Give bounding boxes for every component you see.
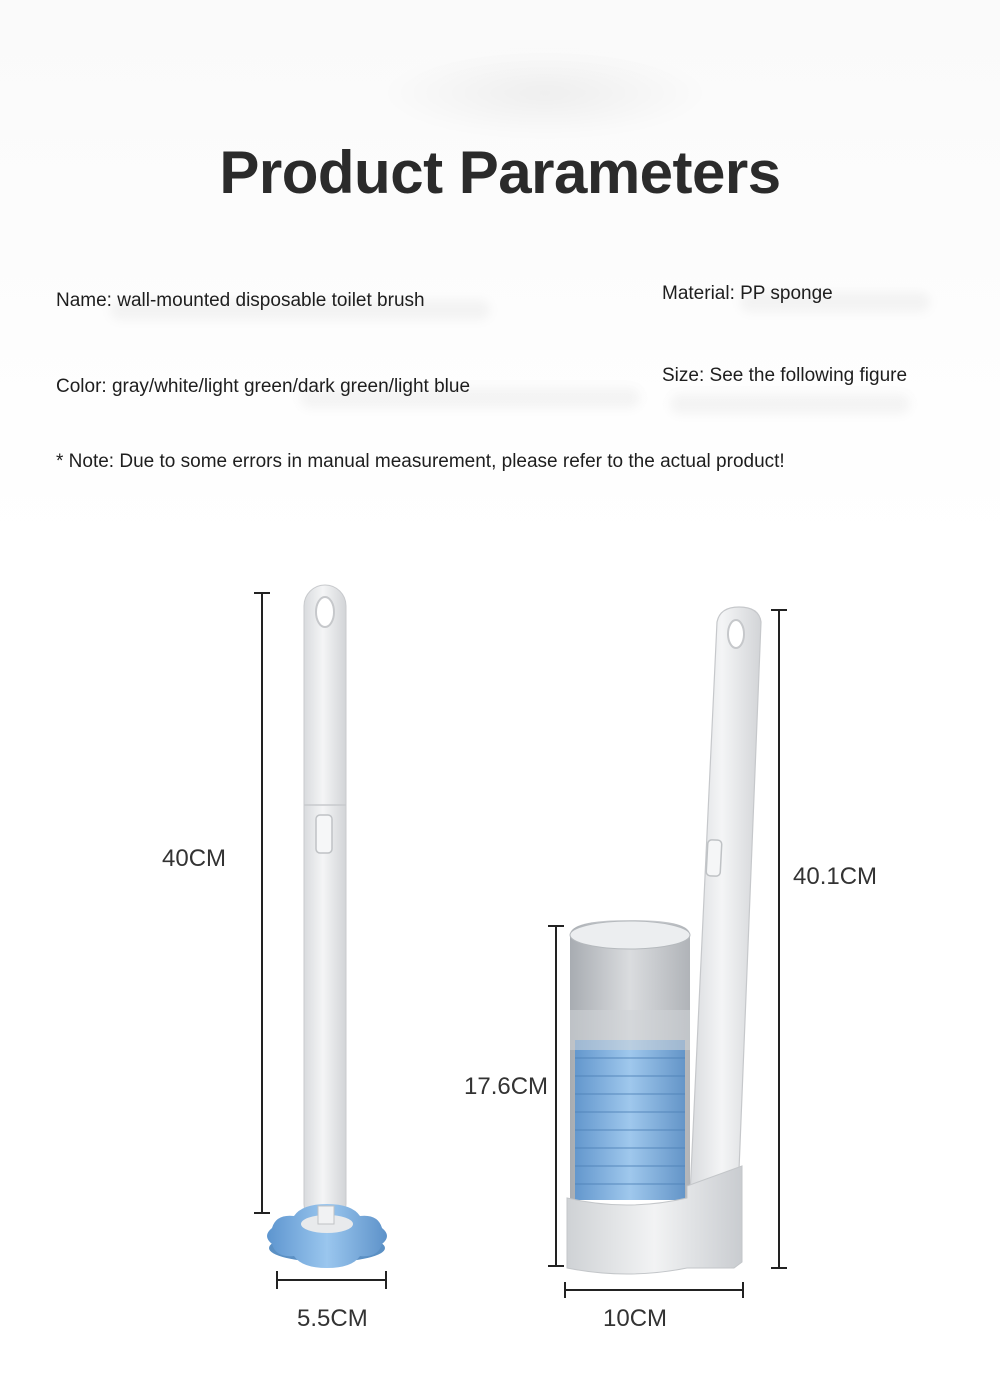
holder-set-illustration bbox=[548, 607, 787, 1298]
set-hang-hole bbox=[728, 620, 744, 648]
brush-length-label: 40CM bbox=[162, 845, 227, 872]
head-width-label: 5.5CM bbox=[297, 1305, 368, 1332]
param-material: Material: PP sponge bbox=[662, 283, 833, 304]
product-dimension-figure bbox=[0, 560, 1000, 1373]
param-color: Color: gray/white/light green/dark green/light blue bbox=[56, 376, 471, 397]
param-note: * Note: Due to some errors in manual measurement, please refer to the actual product! bbox=[56, 451, 785, 472]
set-release-button bbox=[706, 840, 722, 877]
stacked-sponges bbox=[570, 1010, 690, 1200]
brush-handle bbox=[304, 585, 346, 1225]
holder-height-label: 17.6CM bbox=[464, 1073, 549, 1100]
faded-header-watermark bbox=[380, 48, 710, 138]
cup-lid bbox=[570, 921, 690, 949]
text-shadow bbox=[670, 394, 910, 414]
sponge-head bbox=[267, 1204, 387, 1268]
page-title: Product Parameters bbox=[219, 139, 781, 206]
hang-hole bbox=[316, 597, 334, 627]
param-size: Size: See the following figure bbox=[662, 365, 908, 386]
set-brush-handle bbox=[690, 607, 761, 1195]
param-name: Name: wall-mounted disposable toilet brush bbox=[56, 290, 425, 311]
release-button bbox=[316, 815, 332, 853]
brush-illustration bbox=[254, 585, 387, 1289]
holder-width-label: 10CM bbox=[603, 1305, 668, 1332]
set-height-label: 40.1CM bbox=[793, 863, 878, 890]
